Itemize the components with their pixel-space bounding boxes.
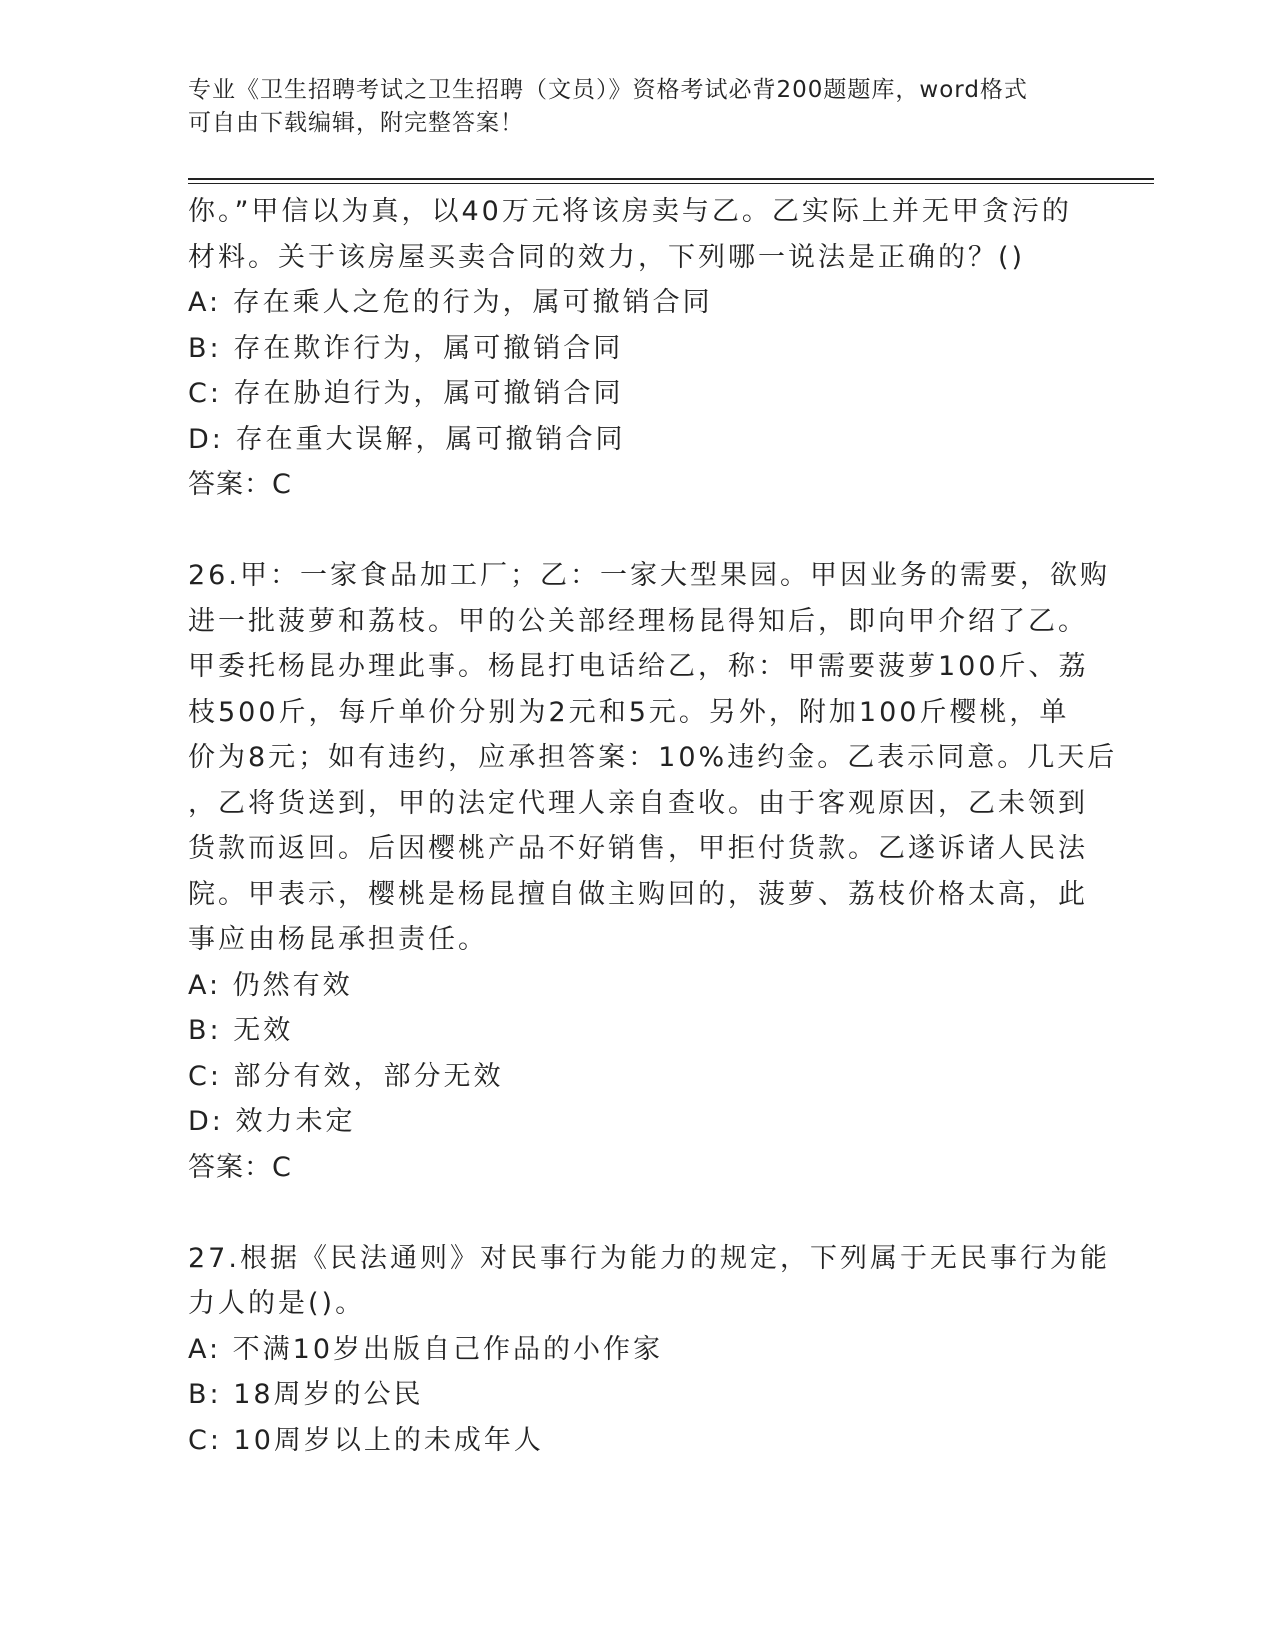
question-text-line: 甲委托杨昆办理此事。杨昆打电话给乙，称：甲需要菠萝100斤、荔 [188, 651, 1089, 682]
question-text-line: 26.甲：一家食品加工厂；乙：一家大型果园。甲因业务的需要，欲购 [188, 560, 1110, 591]
answer: 答案：C [188, 1151, 292, 1183]
question-text-line: 进一批菠萝和荔枝。甲的公关部经理杨昆得知后，即向甲介绍了乙。 [188, 605, 1088, 637]
header-title-line-1: 专业《卫生招聘考试之卫生招聘（文员）》资格考试必背200题题库，word格式 [188, 77, 1028, 103]
header-title-line-2: 可自由下载编辑，附完整答案！ [188, 110, 524, 136]
document-body [188, 189, 1118, 1463]
question-text-line: 枝500斤，每斤单价分别为2元和5元。另外，附加100斤樱桃，单 [188, 696, 1070, 728]
option-d: D: 存在重大误解，属可撤销合同 [188, 423, 626, 455]
question-text-line: 事应由杨昆承担责任。 [188, 924, 488, 955]
question-text-line: 力人的是()。 [188, 1288, 366, 1319]
option-a: A: 不满10岁出版自己作品的小作家 [188, 1333, 664, 1365]
question-27 [188, 1236, 1110, 1464]
option-b: B: 无效 [188, 1015, 294, 1046]
question-text-line: 材料。关于该房屋买卖合同的效力，下列哪一说法是正确的？() [188, 241, 1026, 273]
header-divider [188, 178, 1154, 180]
question-26 [188, 553, 1118, 1190]
option-b: B: 存在欺诈行为，属可撤销合同 [188, 332, 624, 364]
spacer [188, 1190, 1088, 1236]
question-text-line: 货款而返回。后因樱桃产品不好销售，甲拒付货款。乙遂诉诸人民法 [188, 833, 1088, 864]
option-a: A: 存在乘人之危的行为，属可撤销合同 [188, 287, 713, 318]
option-a: A: 仍然有效 [188, 969, 353, 1001]
option-b: B: 18周岁的公民 [188, 1379, 424, 1410]
question-text-line: 价为8元；如有违约，应承担答案：10%违约金。乙表示同意。几天后 [188, 742, 1118, 773]
option-d: D: 效力未定 [188, 1106, 356, 1137]
answer: 答案：C [188, 469, 292, 500]
option-c: C: 部分有效，部分无效 [188, 1060, 504, 1092]
question-text-line: 27.根据《民法通则》对民事行为能力的规定，下列属于无民事行为能 [188, 1242, 1110, 1274]
question-text-line: ，乙将货送到，甲的法定代理人亲自查收。由于客观原因，乙未领到 [188, 787, 1088, 819]
question-text-line: 院。甲表示，樱桃是杨昆擅自做主购回的，菠萝、荔枝价格太高，此 [188, 878, 1088, 910]
option-c: C: 存在胁迫行为，属可撤销合同 [188, 378, 624, 409]
page-header [188, 74, 1068, 140]
spacer [188, 508, 1088, 554]
question-25 [188, 189, 1088, 508]
header-divider-thin [188, 183, 1154, 184]
question-text-line: 你。”甲信以为真，以40万元将该房卖与乙。乙实际上并无甲贪污的 [188, 196, 1072, 227]
option-c: C: 10周岁以上的未成年人 [188, 1424, 544, 1456]
